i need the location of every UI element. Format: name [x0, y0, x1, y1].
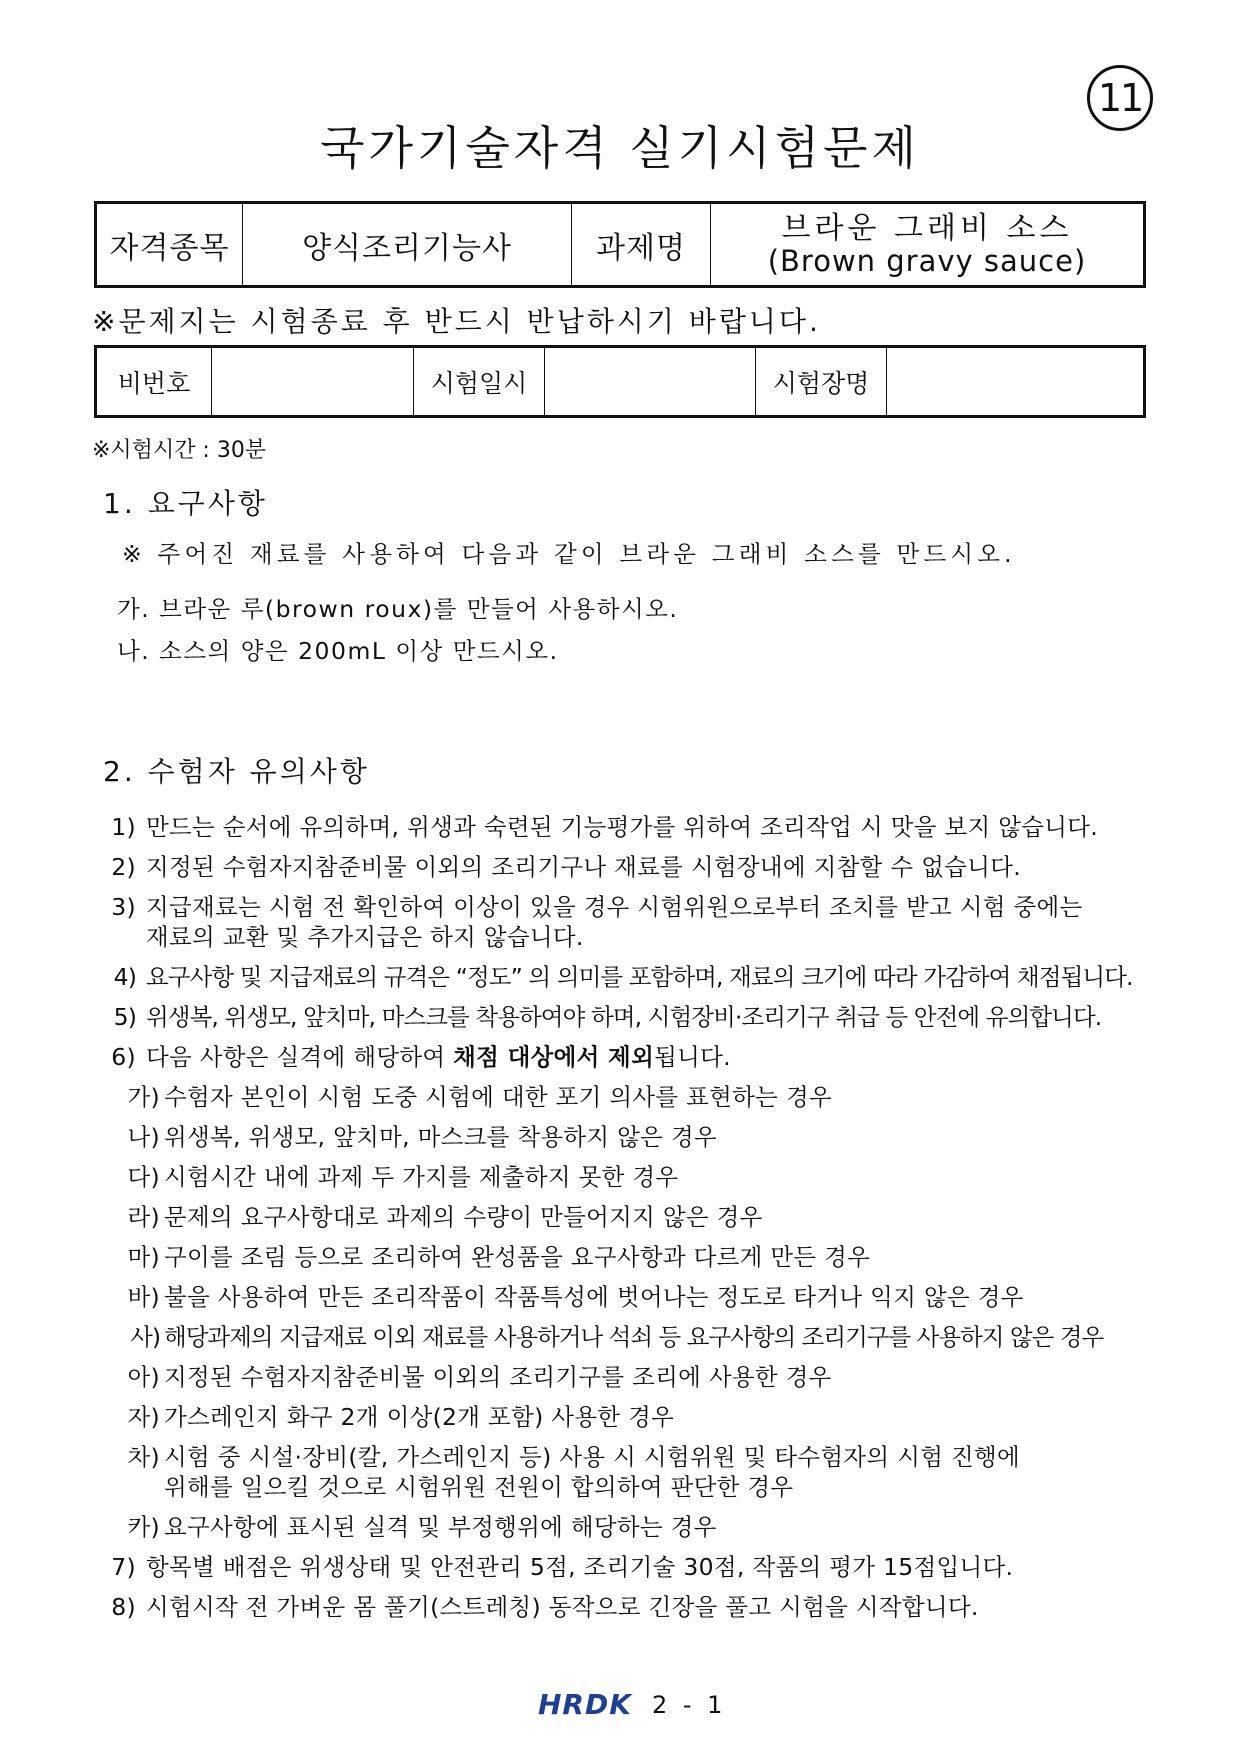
page-number: 2 - 1 — [651, 1690, 727, 1719]
notice-item — [100, 998, 1101, 1032]
notice-text: 지정된 수험자지참준비물 이외의 조리기구나 재료를 시험장내에 지참할 수 없습니다. — [146, 853, 1021, 881]
disq-text: 시험 중 시설·장비(칼, 가스레인지 등) 사용 시 시험위원 및 타수험자의 시험 진행에 — [164, 1443, 1020, 1471]
disq-num: 사) — [130, 1323, 160, 1351]
place-field[interactable] — [887, 347, 1145, 417]
page-title: 국가기술자격 실기시험문제 — [320, 121, 920, 175]
disqualification-item — [118, 1118, 717, 1152]
footer — [538, 1688, 726, 1721]
notice-num: 2) — [111, 853, 136, 881]
notice-item — [100, 1038, 731, 1072]
disq-text: 지정된 수험자지참준비물 이외의 조리기구를 조리에 사용한 경우 — [164, 1363, 832, 1391]
notice-num: 5) — [113, 1003, 136, 1031]
exam-info-table — [94, 345, 1146, 418]
qualification-table — [94, 201, 1146, 288]
disq-num: 나) — [127, 1123, 160, 1151]
disq-text: 구이를 조림 등으로 조리하여 완성품을 요구사항과 다르게 만든 경우 — [164, 1243, 871, 1271]
disq-text: 요구사항에 표시된 실격 및 부정행위에 해당하는 경우 — [164, 1513, 717, 1541]
disqualification-item — [118, 1238, 870, 1272]
notice-item — [100, 1588, 979, 1622]
disq-text: 수험자 본인이 시험 도중 시험에 대한 포기 의사를 표현하는 경우 — [164, 1083, 832, 1111]
disq-num: 자) — [127, 1403, 160, 1431]
disq-num: 차) — [127, 1443, 160, 1471]
notice-item — [100, 808, 1098, 842]
task-name-en: (Brown gravy sauce) — [767, 243, 1087, 278]
disqualification-item — [118, 1078, 832, 1112]
disqualification-item — [118, 1508, 717, 1542]
disq-num: 가) — [127, 1083, 160, 1111]
disqualification-item — [118, 1438, 1020, 1472]
notice-num: 8) — [111, 1593, 136, 1621]
section1-intro: ※ 주어진 재료를 사용하여 다음과 같이 브라운 그래비 소스를 만드시오. — [122, 540, 1016, 568]
disq-num: 바) — [127, 1283, 160, 1311]
disq-num: 아) — [127, 1363, 160, 1391]
hrdk-logo: HRDK — [538, 1688, 632, 1721]
notice-num: 7) — [111, 1553, 136, 1581]
notice-text: 위생복, 위생모, 앞치마, 마스크를 착용하여야 하며, 시험장비·조리기구 취급 등 안전에 유의합니다. — [146, 1003, 1102, 1031]
problem-number-badge: 11 — [1087, 65, 1153, 131]
task-name-ko: 브라운 그래비 소스 — [781, 210, 1073, 246]
place-label: 시험장명 — [756, 347, 887, 417]
disq-text: 시험시간 내에 과제 두 가지를 제출하지 못한 경우 — [164, 1163, 679, 1191]
notice-text: 만드는 순서에 유의하며, 위생과 숙련된 기능평가를 위하여 조리작업 시 맛을 보지 않습니다. — [146, 813, 1099, 841]
date-label: 시험일시 — [414, 347, 545, 417]
disqualification-item — [118, 1398, 674, 1432]
notice-text: 됩니다. — [654, 1043, 731, 1071]
section2-heading: 2. 수험자 유의사항 — [103, 755, 370, 788]
notice-item — [100, 958, 1133, 992]
notice-num: 6) — [111, 1043, 136, 1071]
disqualification-item — [118, 1158, 678, 1192]
disqualification-item — [118, 1278, 1024, 1312]
qualification-label: 자격종목 — [96, 203, 243, 287]
disq-num: 라) — [127, 1203, 160, 1231]
disqualification-item — [118, 1198, 763, 1232]
notice-item — [100, 848, 1021, 882]
number-label: 비번호 — [96, 347, 212, 417]
date-field[interactable] — [545, 347, 756, 417]
time-limit: ※시험시간 : 30분 — [92, 438, 267, 463]
disq-text-cont: 위해를 일으킬 것으로 시험위원 전원이 합의하여 판단한 경우 — [164, 1473, 794, 1501]
disq-text: 불을 사용하여 만든 조리작품이 작품특성에 벗어나는 정도로 타거나 익지 않은 경우 — [164, 1283, 1024, 1311]
section1-heading: 1. 요구사항 — [103, 487, 268, 520]
notice-text: 시험시작 전 가벼운 몸 풀기(스트레칭) 동작으로 긴장을 풀고 시험을 시작합니다. — [146, 1593, 979, 1621]
notice-text: 요구사항 및 지급재료의 규격은 “정도” 의 의미를 포함하며, 재료의 크기에 따라 가감하여 채점됩니다. — [146, 963, 1133, 991]
disq-text: 위생복, 위생모, 앞치마, 마스크를 착용하지 않은 경우 — [164, 1123, 717, 1151]
requirement-item: 가. 브라운 루(brown roux)를 만들어 사용하시오. — [117, 595, 679, 623]
notice-text: 지급재료는 시험 전 확인하여 이상이 있을 경우 시험위원으로부터 조치를 받고 시험 중에는 — [146, 893, 1083, 921]
notice-item — [100, 1548, 1013, 1582]
task-label: 과제명 — [572, 203, 711, 287]
qualification-value: 양식조리기능사 — [243, 203, 572, 287]
notice-item — [100, 888, 1083, 922]
disqualification-item — [118, 1318, 1103, 1352]
notice-text: 다음 사항은 실격에 해당하여 — [146, 1043, 454, 1071]
disqualification-item — [118, 1358, 832, 1392]
notice-text: 항목별 배점은 위생상태 및 안전관리 5점, 조리기술 30점, 작품의 평가 15점입니다. — [146, 1553, 1014, 1581]
notice-num: 4) — [113, 963, 136, 991]
disq-text: 가스레인지 화구 2개 이상(2개 포함) 사용한 경우 — [164, 1403, 675, 1431]
requirement-item: 나. 소스의 양은 200mL 이상 만드시오. — [117, 637, 559, 665]
disq-text: 문제의 요구사항대로 과제의 수량이 만들어지지 않은 경우 — [164, 1203, 763, 1231]
task-name-cell — [711, 203, 1145, 287]
notice-text-bold: 채점 대상에서 제외 — [453, 1043, 655, 1071]
notice-num: 1) — [111, 813, 136, 841]
notice-num: 3) — [111, 893, 136, 921]
disq-num: 마) — [127, 1243, 160, 1271]
return-notice: ※문제지는 시험종료 후 반드시 반납하시기 바랍니다. — [92, 305, 821, 338]
disq-text: 해당과제의 지급재료 이외 재료를 사용하거나 석쇠 등 요구사항의 조리기구를 사용하지 않은 경우 — [164, 1323, 1104, 1351]
number-field[interactable] — [212, 347, 414, 417]
disq-num: 카) — [127, 1513, 160, 1541]
notice-text-cont: 재료의 교환 및 추가지급은 하지 않습니다. — [146, 923, 584, 951]
disq-num: 다) — [127, 1163, 160, 1191]
